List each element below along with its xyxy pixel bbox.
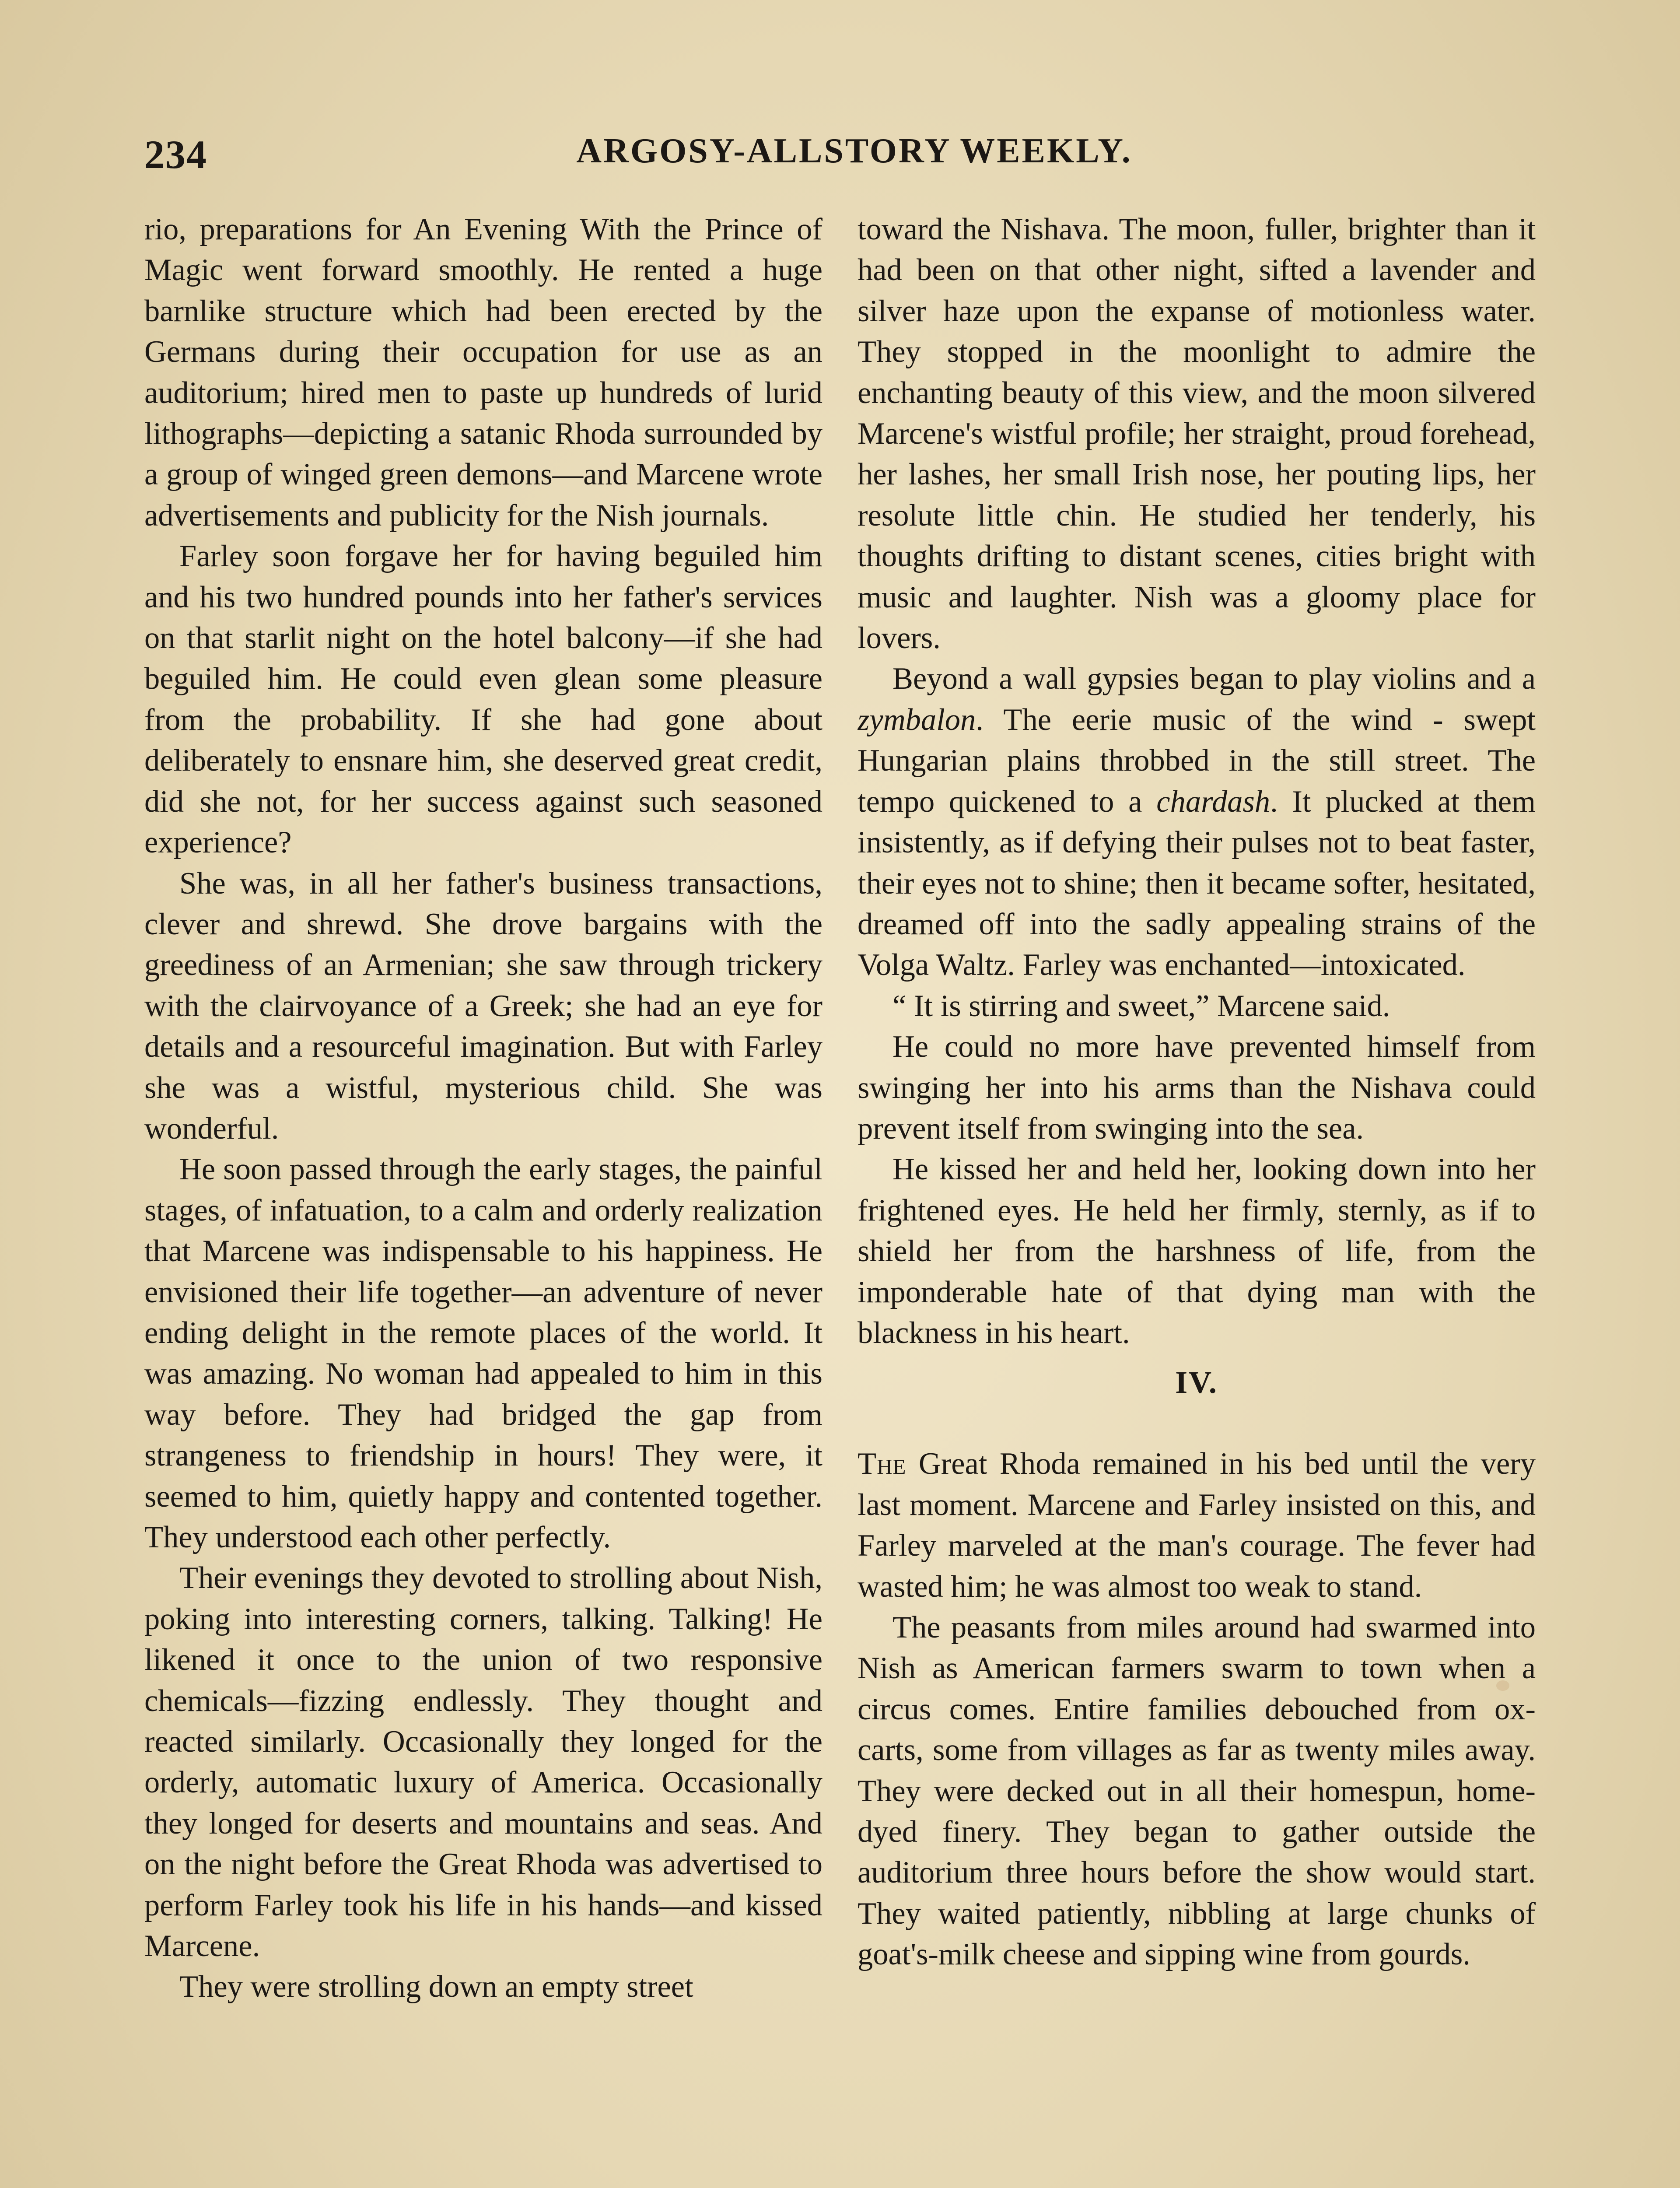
paragraph: She was, in all her father's business transactions, clever and shrewd. She drove bargains with the greediness of an Armenian; she saw through trickery with the clairvoyance of a Greek; she had an eye for details and a resourceful imagination. But with Farley she was a wistful, mysterious child. She was wonderful.: [144, 866, 822, 1146]
paragraph: They were strolling down an empty street: [179, 1970, 693, 2004]
paragraph: [858, 1444, 1536, 1607]
paragraph: “ It is stirring and sweet,” Marcene said.: [892, 989, 1390, 1023]
paragraph: He could no more have prevented himself from swinging her into his arms than the Nishava could prevent itself from swinging into the sea.: [858, 1030, 1536, 1146]
italic-term: chardash: [1156, 784, 1270, 819]
running-head: ARGOSY-ALLSTORY WEEKLY.: [576, 132, 1132, 170]
paragraph: He kissed her and held her, looking down into her frightened eyes. He held her firmly, sternly, as if to shield her from the harshness of life, from the imponderable hate of that dying man with the blackness in his heart.: [858, 1152, 1536, 1350]
text-run: Beyond a wall gypsies began to play violins and a: [892, 662, 1536, 696]
paragraph: rio, preparations for An Evening With the Prince of Magic went forward smoothly. He rented a huge barnlike structure which had been erected by the Germans during their occupation for use as an auditorium; hired men to paste up hundreds of lurid lithographs—depicting a satanic Rhoda surrounded by a group of winged green demons—and Marcene wrote advertisements and publicity for the Nish journals.: [144, 212, 822, 533]
italic-term: zymbalon: [858, 702, 976, 737]
section-heading: IV.: [1175, 1365, 1218, 1400]
paragraph: Farley soon forgave her for having beguiled him and his two hundred pounds into her father's services on that starlit night on the hotel balcony—if she had beguiled him. He could even glean some pleasure from the probability. If she had gone about deliberately to ensnare him, she deserved great credit, did she not, for her success against such seasoned experience?: [144, 539, 822, 860]
left-column: [144, 209, 822, 2188]
text-run: . It plucked at them insistently, as if defying their pulses not to beat faster, their eyes not to shine; then it became softer, hesitated, dreamed off into the sadly appealing strains of the Volga Waltz. Farley was enchanted—intoxicated.: [858, 784, 1536, 982]
page-header: [144, 131, 1564, 179]
text-run: Great Rhoda remained in his bed until the very last moment. Marcene and Farley insisted on this, and Farley marveled at the man's courage. The fever had wasted him; he was almost too weak to stand.: [858, 1447, 1536, 1604]
paragraph: He soon passed through the early stages, the painful stages, of infatuation, to a calm and orderly realization that Marcene was indispensable to his happiness. He envisioned their life together—an adventure of never ending delight in the remote places of the world. It was amazing. No woman had appealed to him in this way before. They had bridged the gap from strangeness to friendship in hours! They were, it seemed to him, quietly happy and contented together. They understood each other perfectly.: [144, 1152, 822, 1554]
paragraph: The peasants from miles around had swarmed into Nish as American farmers swarm to town when a circus comes. Entire families debouched from ox-carts, some from villages as far as twenty miles away. They were decked out in all their homespun, home-dyed finery. They began to gather outside the auditorium three hours before the show would start. They waited patiently, nibbling at large chunks of goat's-milk cheese and sipping wine from gourds.: [858, 1610, 1536, 1972]
text-run: . The eerie music of the wind - swept Hungarian plains throbbed in the still street. The tempo quickened to a: [858, 702, 1536, 819]
small-caps-lead: The: [858, 1447, 906, 1481]
paragraph: Their evenings they devoted to strolling about Nish, poking into interesting corners, talking. Talking! He likened it once to the union of two responsive chemicals—fizzing endlessly. They thought and reacted similarly. Occasionally they longed for the orderly, automatic luxury of America. Occasionally they longed for deserts and mountains and seas. And on the night before the Great Rhoda was advertised to perform Farley took his life in his hands—and kissed Marcene.: [144, 1561, 822, 1964]
page-number: 234: [144, 132, 207, 177]
paragraph: [858, 659, 1536, 985]
right-column: [858, 209, 1536, 2188]
paragraph: toward the Nishava. The moon, fuller, brighter than it had been on that other night, sifted a lavender and silver haze upon the expanse of motionless water. They stopped in the moonlight to admire the enchanting beauty of this view, and the moon silvered Marcene's wistful profile; her straight, proud forehead, her lashes, her small Irish nose, her pouting lips, her resolute little chin. He studied her tenderly, his thoughts drifting to distant scenes, cities bright with music and laughter. Nish was a gloomy place for lovers.: [858, 212, 1536, 656]
